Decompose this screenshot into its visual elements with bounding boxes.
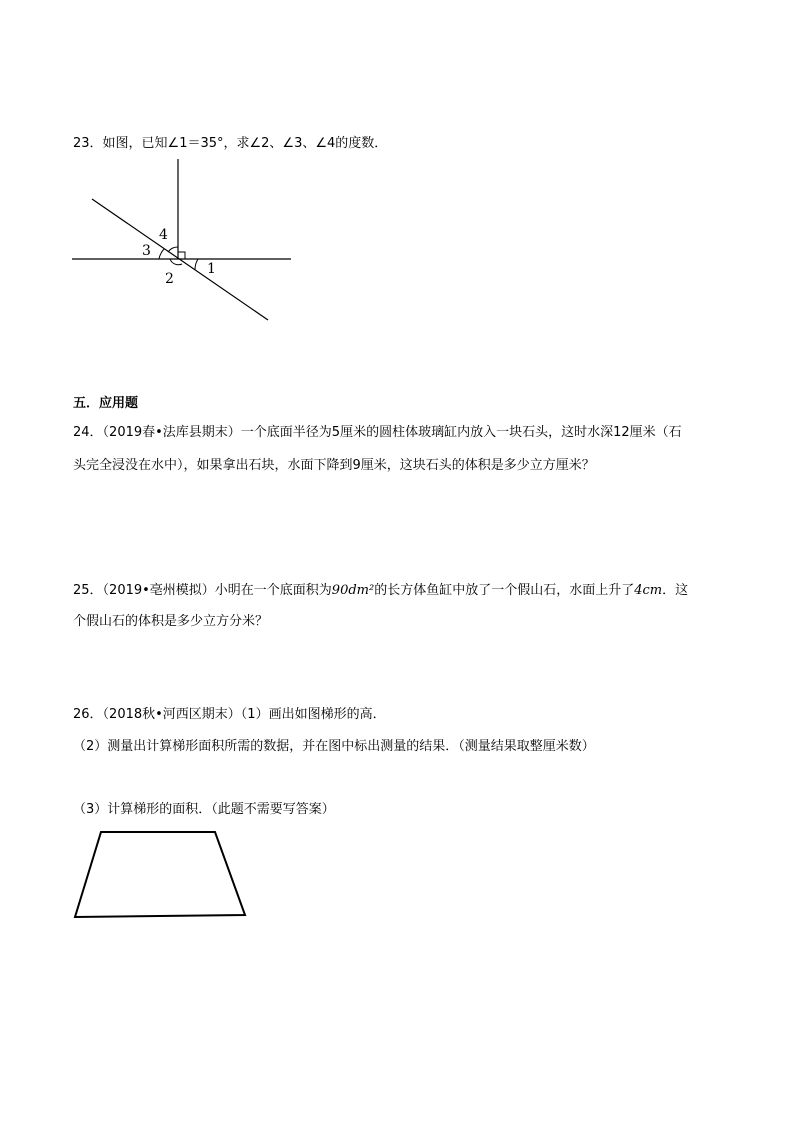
right-angle-mark <box>178 252 185 259</box>
q25-text-b: 的长方体鱼缸中放了一个假山石，水面上升了 <box>374 583 635 598</box>
q23-text: 23．如图，已知∠1＝35°，求∠2、∠3、∠4的度数． <box>73 136 388 151</box>
q26-line1: 26．（2018秋•河西区期末）（1）画出如图梯形的高． <box>73 707 386 722</box>
angle-arc-1 <box>195 259 198 270</box>
trapezoid-figure <box>70 828 250 923</box>
q26-line2: （2）测量出计算梯形面积所需的数据，并在图中标出测量的结果．（测量结果取整厘米数） <box>73 739 595 754</box>
q25-line1 <box>73 583 688 599</box>
q25-text-a: 25．（2019•亳州模拟）小明在一个底面积为 <box>73 583 332 598</box>
q24-line2: 头完全浸没在水中），如果拿出石块，水面下降到9厘米，这块石头的体积是多少立方厘米？ <box>73 458 595 473</box>
q25-area-value: 90dm² <box>331 583 375 598</box>
section-title: 五．应用题 <box>73 396 139 411</box>
q24-line1: 24．（2019春•法库县期末）一个底面半径为5厘米的圆柱体玻璃缸内放入一块石头，这时水深12厘米（石 <box>73 425 682 440</box>
q25-rise-value: 4cm <box>634 583 663 598</box>
angle-figure <box>70 155 310 325</box>
angle-arc-4 <box>168 247 178 252</box>
q26-line3: （3）计算梯形的面积．（此题不需要写答案） <box>73 802 335 817</box>
trapezoid <box>75 832 245 917</box>
q25-text-c: ．这 <box>662 583 689 598</box>
angle-arc-3 <box>159 249 164 259</box>
angle-label-2: 2 <box>165 271 174 287</box>
angle-label-3: 3 <box>142 243 151 259</box>
angle-label-4: 4 <box>159 227 168 243</box>
angle-label-1: 1 <box>207 261 216 277</box>
q25-line2: 个假山石的体积是多少立方分米？ <box>73 614 269 629</box>
